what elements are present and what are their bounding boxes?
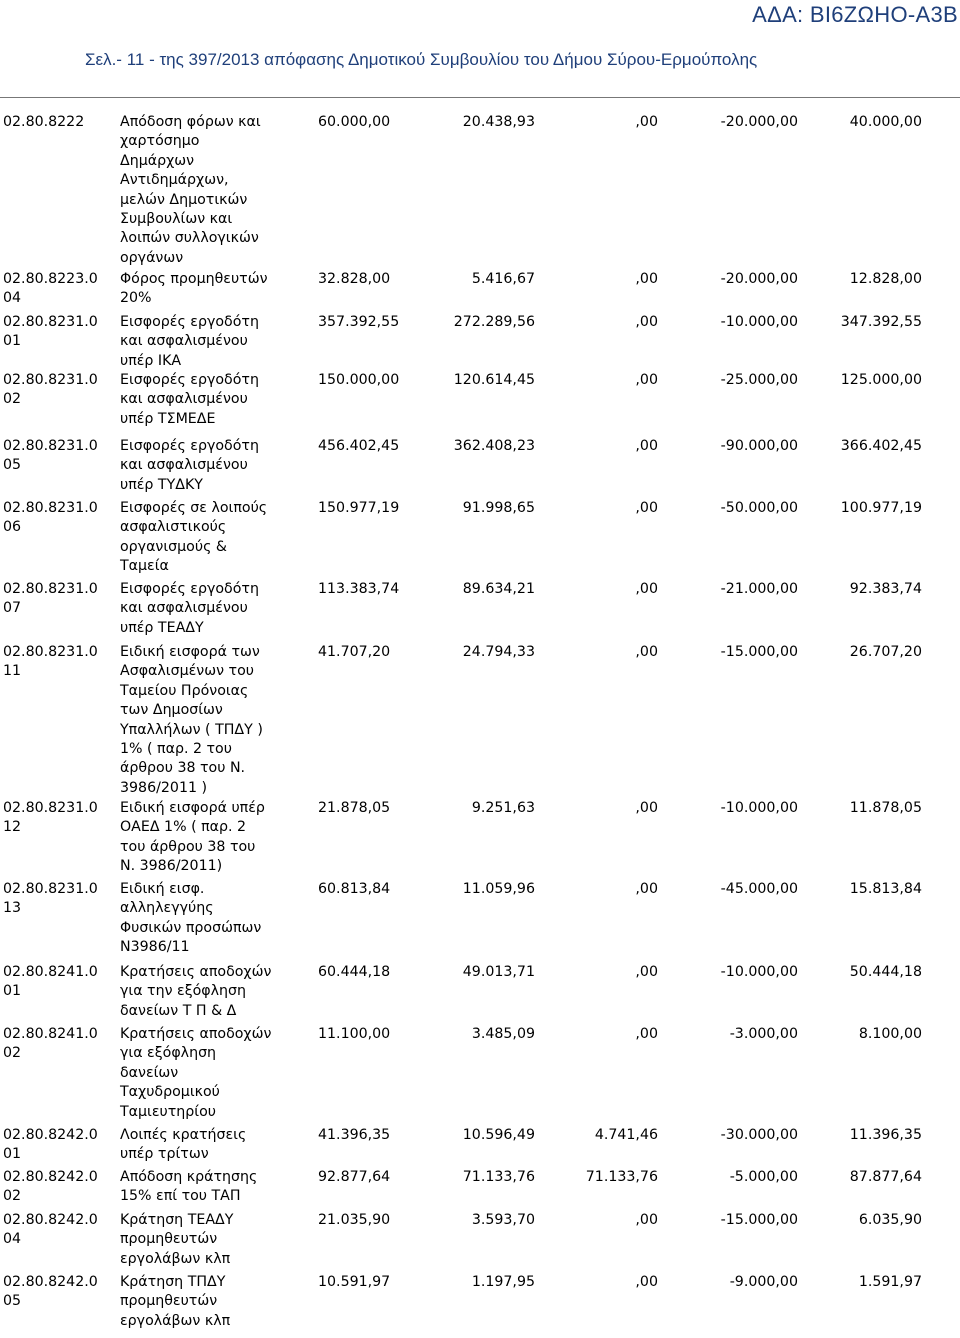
- value-col-5: 11.878,05: [849, 800, 922, 816]
- value-col-5: 6.035,90: [858, 1212, 922, 1228]
- value-col-4: -5.000,00: [729, 1169, 798, 1185]
- row-description: Λοιπές κρατήσεις υπέρ τρίτων: [120, 1127, 247, 1163]
- value-col-2: 1.197,95: [471, 1274, 535, 1290]
- value-col-2: 71.133,76: [462, 1169, 535, 1185]
- value-col-4: -10.000,00: [720, 800, 798, 816]
- value-col-2: 3.593,70: [471, 1212, 535, 1228]
- value-col-3: ,00: [635, 271, 658, 287]
- value-col-2: 20.438,93: [462, 114, 535, 130]
- row-description: Εισφορές εργοδότη και ασφαλισμένου υπέρ ΙΚΑ: [120, 314, 259, 369]
- value-col-2: 11.059,96: [462, 881, 535, 897]
- value-col-1: 92.877,64: [318, 1169, 391, 1185]
- row-description: Εισφορές εργοδότη και ασφαλισμένου υπέρ ΤΣΜΕΔΕ: [120, 372, 259, 427]
- value-col-4: -10.000,00: [720, 964, 798, 980]
- row-code: 02.80.8242.0 05: [3, 1274, 98, 1310]
- row-code: 02.80.8231.0 01: [3, 314, 98, 350]
- value-col-2: 272.289,56: [453, 314, 535, 330]
- row-code: 02.80.8222: [3, 114, 85, 130]
- page-header: Σελ.- 11 - της 397/2013 απόφασης Δημοτικού Συμβουλίου του Δήμου Σύρου-Ερμούπολης: [85, 50, 758, 69]
- value-col-4: -25.000,00: [720, 372, 798, 388]
- row-code: 02.80.8231.0 02: [3, 372, 98, 408]
- row-description: Ειδική εισφορά των Ασφαλισμένων του Ταμείου Πρόνοιας των Δημοσίων Υπαλλήλων ( ΤΠΔΥ ) 1% ( παρ. 2 του άρθρου 38 του Ν. 3986/2011 ): [120, 644, 263, 796]
- value-col-5: 92.383,74: [849, 581, 922, 597]
- row-description: Απόδοση φόρων και χαρτόσημο Δημάρχων Αντιδημάρχων, μελών Δημοτικών Συμβουλίων και λοιπών συλλογικών οργάνων: [120, 114, 261, 266]
- value-col-1: 11.100,00: [318, 1026, 391, 1042]
- row-description: Εισφορές σε λοιπούς ασφαλιστικούς οργανισμούς & Ταμεία: [120, 500, 268, 575]
- value-col-5: 26.707,20: [849, 644, 922, 660]
- value-col-5: 50.444,18: [849, 964, 922, 980]
- value-col-3: 71.133,76: [585, 1169, 658, 1185]
- value-col-2: 49.013,71: [462, 964, 535, 980]
- value-col-3: ,00: [635, 114, 658, 130]
- value-col-4: -15.000,00: [720, 1212, 798, 1228]
- row-code: 02.80.8231.0 12: [3, 800, 98, 836]
- row-code: 02.80.8242.0 04: [3, 1212, 98, 1248]
- row-code: 02.80.8223.0 04: [3, 271, 98, 307]
- value-col-5: 1.591,97: [858, 1274, 922, 1290]
- row-code: 02.80.8231.0 07: [3, 581, 98, 617]
- value-col-4: -20.000,00: [720, 271, 798, 287]
- value-col-2: 89.634,21: [462, 581, 535, 597]
- value-col-2: 3.485,09: [471, 1026, 535, 1042]
- value-col-5: 12.828,00: [849, 271, 922, 287]
- value-col-2: 10.596,49: [462, 1127, 535, 1143]
- value-col-2: 24.794,33: [462, 644, 535, 660]
- value-col-3: 4.741,46: [594, 1127, 658, 1143]
- value-col-1: 32.828,00: [318, 271, 391, 287]
- value-col-3: ,00: [635, 964, 658, 980]
- ada-code: ΑΔΑ: ΒΙ6ΖΩΗΟ-Α3Β: [752, 2, 958, 27]
- value-col-1: 21.035,90: [318, 1212, 391, 1228]
- row-description: Κρατήσεις αποδοχών για την εξόφληση δανείων Τ Π & Δ: [120, 964, 272, 1019]
- value-col-4: -21.000,00: [720, 581, 798, 597]
- value-col-3: ,00: [635, 1274, 658, 1290]
- row-code: 02.80.8242.0 01: [3, 1127, 98, 1163]
- value-col-1: 41.396,35: [318, 1127, 391, 1143]
- value-col-4: -9.000,00: [729, 1274, 798, 1290]
- row-code: 02.80.8231.0 13: [3, 881, 98, 917]
- value-col-3: ,00: [635, 644, 658, 660]
- value-col-5: 100.977,19: [840, 500, 922, 516]
- value-col-1: 150.000,00: [318, 372, 400, 388]
- value-col-3: ,00: [635, 581, 658, 597]
- value-col-2: 5.416,67: [471, 271, 535, 287]
- value-col-4: -50.000,00: [720, 500, 798, 516]
- table-top-border: [0, 97, 960, 98]
- row-code: 02.80.8241.0 01: [3, 964, 98, 1000]
- value-col-2: 9.251,63: [471, 800, 535, 816]
- value-col-5: 40.000,00: [849, 114, 922, 130]
- value-col-1: 357.392,55: [318, 314, 400, 330]
- row-description: Κράτηση ΤΠΔΥ προμηθευτών εργολάβων κλπ: [120, 1274, 231, 1329]
- value-col-1: 60.444,18: [318, 964, 391, 980]
- value-col-4: -20.000,00: [720, 114, 798, 130]
- value-col-4: -3.000,00: [729, 1026, 798, 1042]
- value-col-3: ,00: [635, 881, 658, 897]
- value-col-1: 60.813,84: [318, 881, 391, 897]
- value-col-5: 347.392,55: [840, 314, 922, 330]
- value-col-3: ,00: [635, 800, 658, 816]
- value-col-4: -90.000,00: [720, 438, 798, 454]
- row-description: Ειδική εισφορά υπέρ ΟΑΕΔ 1% ( παρ. 2 του άρθρου 38 του Ν. 3986/2011): [120, 800, 265, 875]
- value-col-4: -10.000,00: [720, 314, 798, 330]
- value-col-1: 113.383,74: [318, 581, 400, 597]
- row-code: 02.80.8231.0 06: [3, 500, 98, 536]
- value-col-1: 456.402,45: [318, 438, 400, 454]
- value-col-1: 41.707,20: [318, 644, 391, 660]
- row-description: Απόδοση κράτησης 15% επί του ΤΑΠ: [120, 1169, 258, 1205]
- value-col-5: 366.402,45: [840, 438, 922, 454]
- value-col-2: 362.408,23: [453, 438, 535, 454]
- value-col-4: -45.000,00: [720, 881, 798, 897]
- value-col-1: 150.977,19: [318, 500, 400, 516]
- row-description: Κράτηση ΤΕΑΔΥ προμηθευτών εργολάβων κλπ: [120, 1212, 234, 1267]
- value-col-3: ,00: [635, 438, 658, 454]
- value-col-5: 11.396,35: [849, 1127, 922, 1143]
- value-col-5: 15.813,84: [849, 881, 922, 897]
- value-col-4: -15.000,00: [720, 644, 798, 660]
- value-col-1: 60.000,00: [318, 114, 391, 130]
- row-description: Κρατήσεις αποδοχών για εξόφληση δανείων Ταχυδρομικού Ταμιευτηρίου: [120, 1026, 272, 1120]
- value-col-2: 120.614,45: [453, 372, 535, 388]
- row-code: 02.80.8231.0 05: [3, 438, 98, 474]
- value-col-3: ,00: [635, 1026, 658, 1042]
- row-description: Φόρος προμηθευτών 20%: [120, 271, 268, 307]
- row-code: 02.80.8241.0 02: [3, 1026, 98, 1062]
- value-col-5: 87.877,64: [849, 1169, 922, 1185]
- value-col-5: 125.000,00: [840, 372, 922, 388]
- value-col-1: 21.878,05: [318, 800, 391, 816]
- value-col-5: 8.100,00: [858, 1026, 922, 1042]
- value-col-3: ,00: [635, 372, 658, 388]
- value-col-3: ,00: [635, 1212, 658, 1228]
- value-col-1: 10.591,97: [318, 1274, 391, 1290]
- row-description: Εισφορές εργοδότη και ασφαλισμένου υπέρ ΤΕΑΔΥ: [120, 581, 259, 636]
- value-col-3: ,00: [635, 314, 658, 330]
- value-col-2: 91.998,65: [462, 500, 535, 516]
- row-code: 02.80.8231.0 11: [3, 644, 98, 680]
- value-col-4: -30.000,00: [720, 1127, 798, 1143]
- value-col-3: ,00: [635, 500, 658, 516]
- row-description: Ειδική εισφ. αλληλεγγύης Φυσικών προσώπων Ν3986/11: [120, 881, 262, 956]
- row-description: Εισφορές εργοδότη και ασφαλισμένου υπέρ ΤΥΔΚΥ: [120, 438, 259, 493]
- row-code: 02.80.8242.0 02: [3, 1169, 98, 1205]
